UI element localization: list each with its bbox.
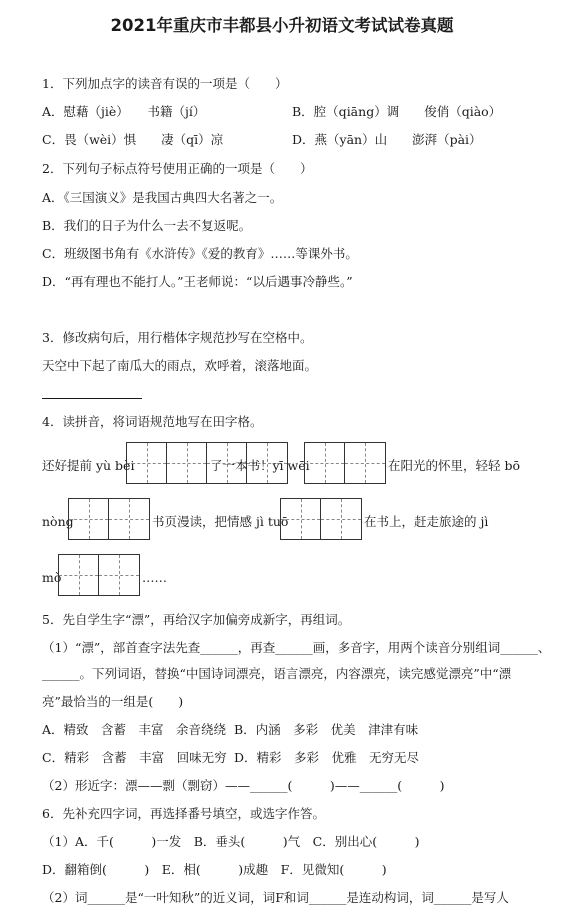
question-5-option-a: A．精致 含蓄 丰富 余音绕绕 bbox=[42, 722, 227, 737]
question-5-part-1: （1）“漂”，部首查字法先查______，再查______画，多音字，用两个读音分别组词______、 bbox=[42, 640, 551, 655]
tianzige-grid[interactable] bbox=[280, 498, 362, 540]
tianzige-cell[interactable] bbox=[109, 499, 149, 539]
tianzige-grid[interactable] bbox=[68, 498, 150, 540]
tianzige-cell[interactable] bbox=[99, 555, 139, 595]
answer-line bbox=[42, 398, 142, 399]
question-5-stem: 5．先自学生字“漂”，再给汉字加偏旁成新字，再组词。 bbox=[42, 612, 351, 627]
question-6-stem: 6．先补充四字词，再选择番号填空，或选字作答。 bbox=[42, 806, 325, 821]
question-4-text-1c: 在阳光的怀里，轻轻 bō bbox=[388, 458, 521, 473]
tianzige-cell[interactable] bbox=[345, 443, 385, 483]
question-1-option-d: D．燕（yān）山 澎湃（pài） bbox=[292, 132, 482, 147]
question-6-line-3: （2）词______是“一叶知秋”的近义词，词F和词______是连动构词，词______是写人 bbox=[42, 890, 509, 905]
question-5-option-d: D．精彩 多彩 优雅 无穷无尽 bbox=[234, 750, 420, 765]
question-3-stem: 3．修改病句后，用行楷体字规范抄写在空格中。 bbox=[42, 330, 313, 345]
tianzige-grid[interactable] bbox=[58, 554, 140, 596]
question-4-text-2a: nòng bbox=[42, 514, 74, 529]
question-2-stem: 2．下列句子标点符号使用正确的一项是（ ） bbox=[42, 161, 313, 176]
tianzige-cell[interactable] bbox=[305, 443, 345, 483]
question-4-text-3b: …… bbox=[142, 570, 167, 585]
question-4-text-3a: mò bbox=[42, 570, 62, 585]
tianzige-cell[interactable] bbox=[127, 443, 167, 483]
question-4-text-1b: 了一本书！yī wēi bbox=[210, 458, 310, 473]
question-4-text-2c: 在书上，赶走旅途的 jì bbox=[364, 514, 489, 529]
question-6-line-1: （1）A．千( )一发 B．垂头( )气 C．别出心( ) bbox=[42, 834, 420, 849]
tianzige-cell[interactable] bbox=[281, 499, 321, 539]
question-1-option-a: A．慰藉（jiè） 书籍（jí） bbox=[42, 104, 206, 119]
question-4-stem: 4．读拼音，将词语规范地写在田字格。 bbox=[42, 414, 263, 429]
tianzige-cell[interactable] bbox=[59, 555, 99, 595]
question-3-sentence: 天空中下起了南瓜大的雨点，欢呼着，滚落地面。 bbox=[42, 358, 318, 373]
question-2-option-d: D．“再有理也不能打人。”王老师说：“以后遇事冷静些。” bbox=[42, 274, 353, 289]
question-1-stem: 1．下列加点字的读音有误的一项是（ ） bbox=[42, 76, 288, 91]
question-2-option-c: C．班级图书角有《水浒传》《爱的教育》……等课外书。 bbox=[42, 246, 358, 261]
tianzige-cell[interactable] bbox=[167, 443, 207, 483]
question-1-option-c: C．畏（wèi）惧 凄（qī）凉 bbox=[42, 132, 224, 147]
question-6-line-2: D．翻箱倒( ) E．相( )成趣 F．见微知( ) bbox=[42, 862, 387, 877]
question-5-part-1-cont: ______。下列词语，替换“中国诗词漂亮，语言漂亮，内容漂亮，读完感觉漂亮”中“漂 bbox=[42, 666, 512, 681]
question-1-option-b: B．腔（qiāng）调 俊俏（qiào） bbox=[292, 104, 502, 119]
question-5-option-c: C．精彩 含蓄 丰富 回味无穷 bbox=[42, 750, 227, 765]
question-5-part-1-end: 亮”最恰当的一组是( ) bbox=[42, 694, 184, 709]
question-4-text-2b: 书页漫读，把情感 jì tuō bbox=[152, 514, 289, 529]
tianzige-cell[interactable] bbox=[321, 499, 361, 539]
question-5-option-b: B．内涵 多彩 优美 津津有味 bbox=[234, 722, 419, 737]
question-4-text-1a: 还好提前 yù bèi bbox=[42, 458, 135, 473]
question-5-part-2: （2）形近字：漂——剽（剽窃）——______( )——______( ) bbox=[42, 778, 445, 793]
question-2-option-a: A．《三国演义》是我国古典四大名著之一。 bbox=[42, 190, 283, 205]
tianzige-grid[interactable] bbox=[304, 442, 386, 484]
page-title: 2021年重庆市丰都县小升初语文考试试卷真题 bbox=[110, 16, 454, 35]
tianzige-cell[interactable] bbox=[69, 499, 109, 539]
question-2-option-b: B．我们的日子为什么一去不复返呢。 bbox=[42, 218, 252, 233]
